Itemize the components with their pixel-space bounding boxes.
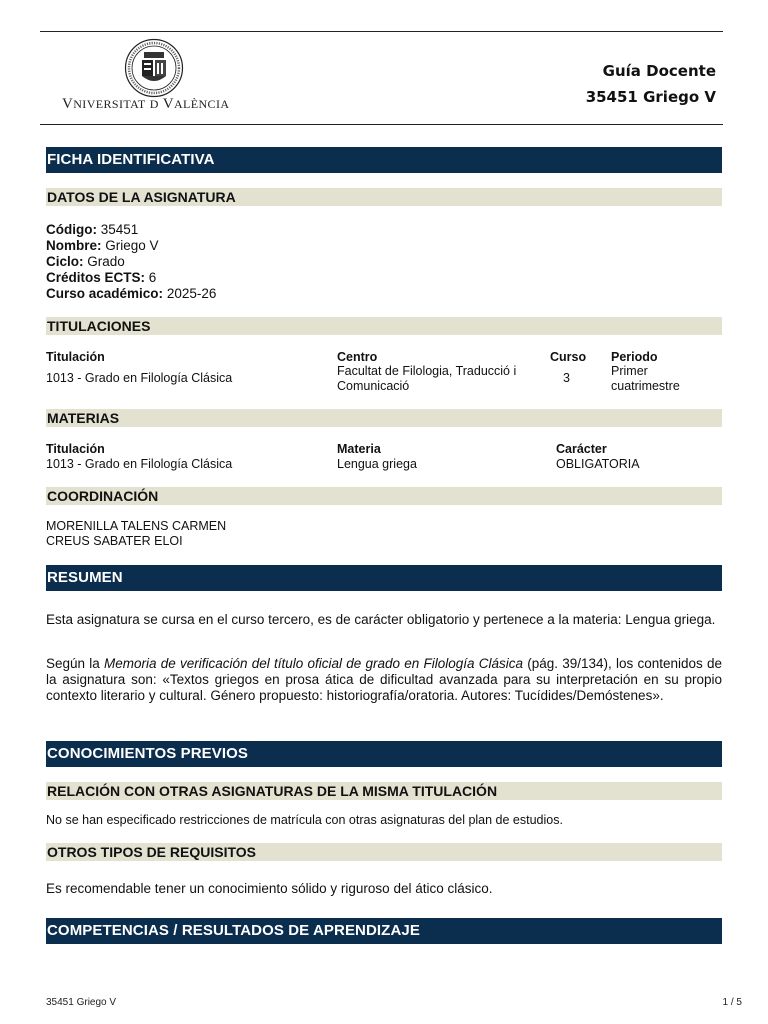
titulaciones-row-centro-l1: Facultat de Filologia, Traducció i (337, 364, 517, 378)
guide-title-line1: Guía Docente (602, 62, 716, 80)
datos-nombre: Nombre: Griego V (46, 238, 159, 253)
coordinator-name: MORENILLA TALENS CARMEN (46, 519, 227, 533)
section-resumen: RESUMEN (46, 565, 722, 591)
materias-row-caracter: OBLIGATORIA (556, 457, 640, 471)
section-conocimientos-previos: CONOCIMIENTOS PREVIOS (46, 741, 722, 767)
guide-title (586, 58, 716, 110)
footer-course-code: 35451 Griego V (46, 997, 117, 1008)
materias-header-materia: Materia (337, 442, 381, 456)
relacion-text: No se han especificado restricciones de matrícula con otras asignaturas del plan de estudios. (46, 813, 563, 827)
titulaciones-row-centro-l2: Comunicació (337, 379, 410, 393)
section-ficha-identificativa: FICHA IDENTIFICATIVA (46, 147, 722, 173)
datos-ciclo: Ciclo: Grado (46, 254, 125, 269)
subsection-coordinacion: COORDINACIÓN (46, 487, 722, 505)
subsection-titulaciones: TITULACIONES (46, 317, 722, 335)
materias-header-caracter: Carácter (556, 442, 607, 456)
materias-row-titulacion: 1013 - Grado en Filología Clásica (46, 457, 233, 471)
resumen-paragraph-1: Esta asignatura se cursa en el curso tercero, es de carácter obligatorio y pertenece a la materia: Lengua griega. (46, 612, 716, 627)
seal-icon (124, 38, 184, 98)
titulaciones-row-titulacion: 1013 - Grado en Filología Clásica (46, 371, 233, 385)
subsection-relacion: RELACIÓN CON OTRAS ASIGNATURAS DE LA MISMA TITULACIÓN (46, 782, 722, 800)
titulaciones-row-curso: 3 (563, 371, 570, 385)
subsection-datos-asignatura: DATOS DE LA ASIGNATURA (46, 188, 722, 206)
coordinator-name: CREUS SABATER ELOI (46, 534, 183, 548)
footer-page-number: 1 / 5 (722, 997, 742, 1008)
titulaciones-row-periodo-l2: cuatrimestre (611, 379, 680, 393)
top-rule (40, 31, 723, 32)
subsection-otros-requisitos: OTROS TIPOS DE REQUISITOS (46, 843, 722, 861)
subsection-materias: MATERIAS (46, 409, 722, 427)
titulaciones-row-periodo-l1: Primer (611, 364, 648, 378)
datos-codigo: Código: 35451 (46, 222, 139, 237)
titulaciones-header-titulacion: Titulación (46, 350, 105, 364)
titulaciones-header-centro: Centro (337, 350, 378, 364)
datos-creditos: Créditos ECTS: 6 (46, 270, 157, 285)
resumen-paragraph-2: Según la Memoria de verificación del título oficial de grado en Filología Clásica (pág. 39/134), los contenidos de la asignatura son: «Textos griegos en prosa ática de dificultad avanzada para su interpretación en su propio contexto literario y cultural. Género propuesto: historiografía/oratoria. Autores: Tucídides/Demóstenes». (46, 656, 722, 703)
materias-row-materia: Lengua griega (337, 457, 417, 471)
titulaciones-header-curso: Curso (550, 350, 587, 364)
otros-requisitos-text: Es recomendable tener un conocimiento sólido y riguroso del ático clásico. (46, 881, 493, 896)
section-competencias: COMPETENCIAS / RESULTADOS DE APRENDIZAJE (46, 918, 722, 944)
university-name: VNIVERSITAT D VALÈNCIA (62, 96, 230, 112)
guide-title-line2: 35451 Griego V (585, 88, 716, 106)
datos-curso: Curso académico: 2025-26 (46, 286, 217, 301)
university-logo (60, 38, 250, 118)
titulaciones-header-periodo: Periodo (611, 350, 658, 364)
header-bottom-rule (40, 124, 723, 125)
materias-header-titulacion: Titulación (46, 442, 105, 456)
